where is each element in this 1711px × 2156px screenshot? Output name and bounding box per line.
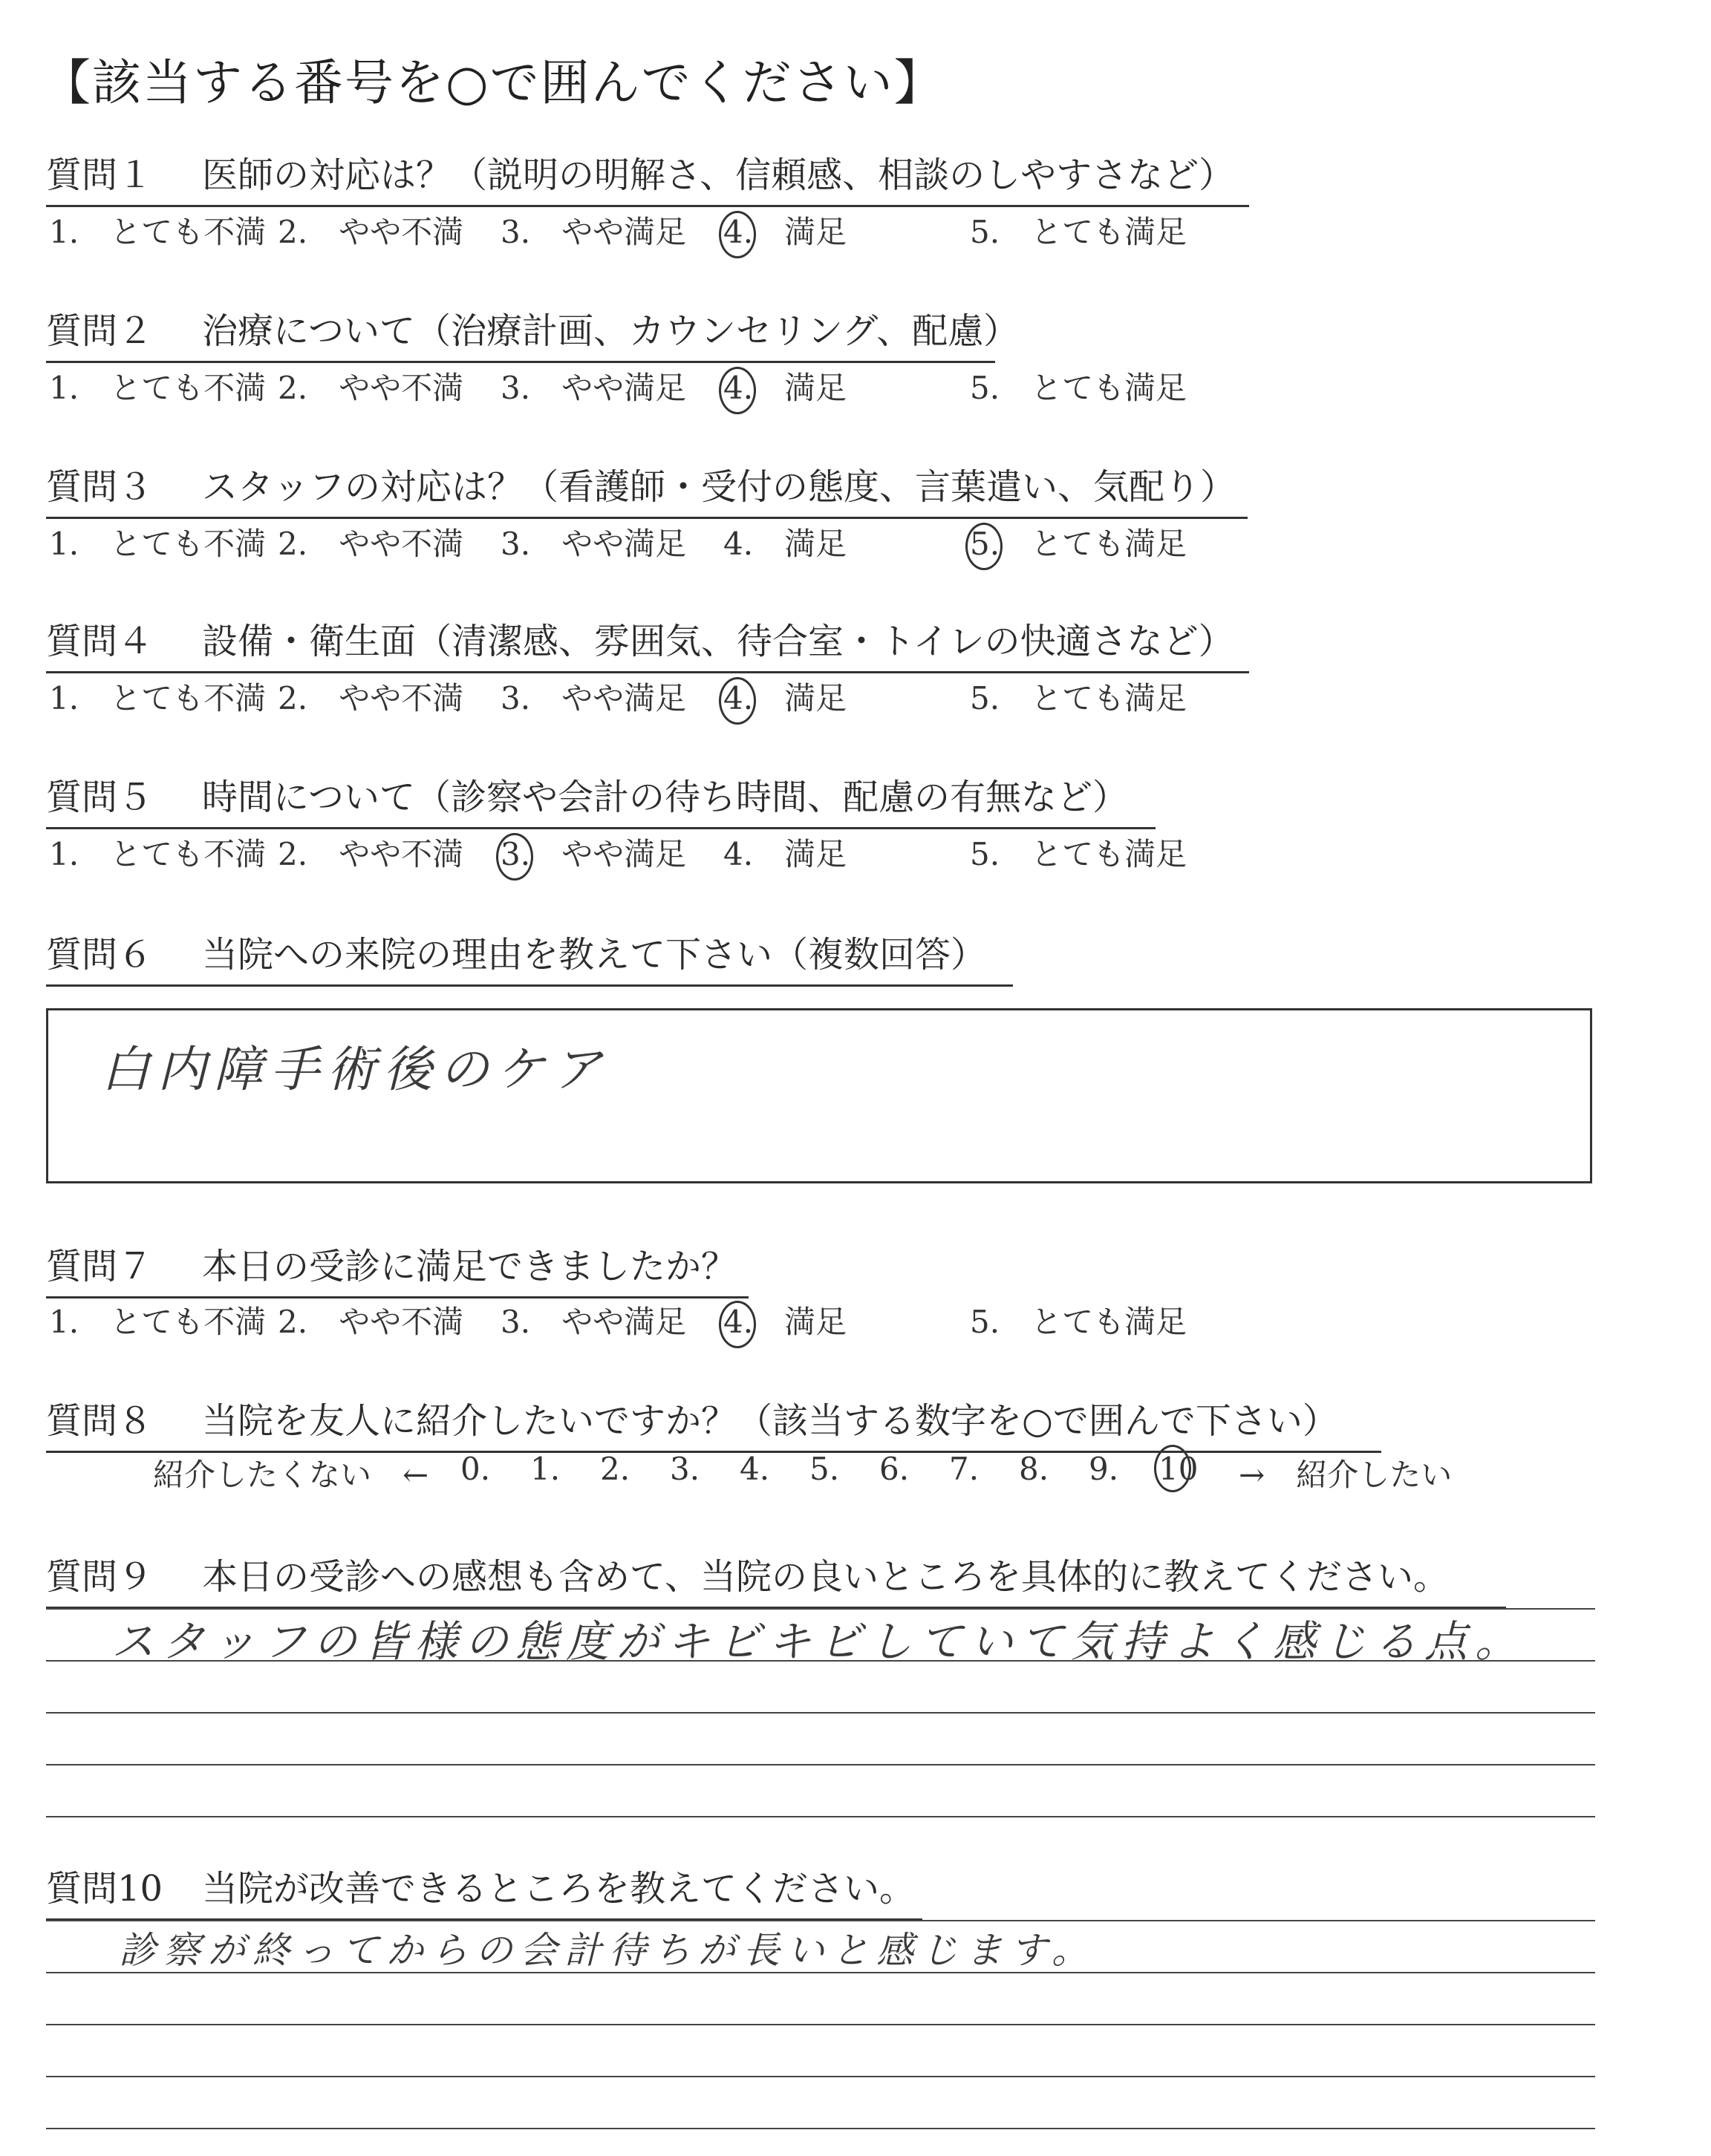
- recommend-scale[interactable]: [0, 1451, 1560, 1495]
- rating-option[interactable]: 2. やや不満: [278, 836, 464, 872]
- question-text: スタッフの対応は？（看護師・受付の態度、言葉遣い、気配り）: [202, 466, 1236, 508]
- rating-option[interactable]: 4. 満足: [723, 526, 847, 562]
- question-number: 質問８: [46, 1400, 154, 1442]
- answer-line: [46, 1764, 1595, 1765]
- question-text: 本日の受診に満足できましたか？: [202, 1246, 737, 1287]
- rating-option[interactable]: 1. とても不満: [49, 1304, 267, 1340]
- rating-option[interactable]: 3. やや満足: [501, 214, 687, 250]
- rating-option[interactable]: 1. とても不満: [49, 214, 267, 250]
- rating-option[interactable]: 4. 満足: [723, 836, 847, 872]
- question-title: [46, 1400, 1338, 1442]
- question-text: 設備・衛生面（清潔感、雰囲気、待合室・トイレの快適さなど）: [202, 621, 1234, 662]
- recommend-option[interactable]: 8.: [1019, 1451, 1049, 1487]
- question-text: 本日の受診への感想も含めて、当院の良いところを具体的に教えてください。: [202, 1556, 1450, 1598]
- rating-option[interactable]: 3. やや満足: [501, 526, 687, 562]
- rating-option[interactable]: 2. やや不満: [278, 526, 464, 562]
- recommend-left-label: 紹介したくない ←: [153, 1457, 429, 1493]
- rating-option[interactable]: 1. とても不満: [49, 836, 267, 872]
- question-number: 質問３: [46, 466, 154, 508]
- rating-option[interactable]: 5. とても満足: [970, 526, 1187, 562]
- rating-option[interactable]: 4. 満足: [723, 680, 847, 716]
- recommend-option[interactable]: 9.: [1089, 1451, 1119, 1487]
- question-number: 質問４: [46, 621, 154, 662]
- question-text: 当院が改善できるところを教えてください。: [202, 1868, 916, 1910]
- rating-option[interactable]: 5. とても満足: [970, 836, 1187, 872]
- rating-option[interactable]: 1. とても不満: [49, 370, 267, 406]
- rating-option[interactable]: 2. やや不満: [278, 1304, 464, 1340]
- recommend-option[interactable]: 2.: [600, 1451, 630, 1487]
- recommend-right-label: → 紹介したい: [1239, 1457, 1453, 1493]
- answer-line: [46, 1816, 1595, 1817]
- rating-scale[interactable]: [49, 526, 1187, 566]
- rating-scale[interactable]: [49, 214, 1187, 254]
- handwritten-answer: 白内障手術後のケア: [101, 1041, 609, 1098]
- question-text: 当院を友人に紹介したいですか？（該当する数字を○で囲んで下さい）: [202, 1400, 1338, 1442]
- question-title: [46, 777, 1129, 818]
- question-underline: [46, 671, 1249, 673]
- answer-line: [46, 1608, 1595, 1610]
- question-title: [46, 1868, 916, 1910]
- question-text: 時間について（診察や会計の待ち時間、配慮の有無など）: [202, 777, 1129, 818]
- question-title: [46, 310, 1020, 352]
- question-underline: [46, 361, 995, 363]
- question-underline: [46, 1296, 749, 1298]
- question-underline: [46, 984, 1013, 987]
- handwritten-answer: 診察が終ってからの会計待ちが長いと感じます。: [119, 1929, 1096, 1972]
- question-title: [46, 1556, 1450, 1598]
- rating-option[interactable]: 5. とても満足: [970, 1304, 1187, 1340]
- answer-line: [46, 1920, 1595, 1921]
- recommend-option[interactable]: 4.: [740, 1451, 770, 1487]
- rating-option[interactable]: 4. 満足: [723, 1304, 847, 1340]
- question-title: [46, 1246, 737, 1287]
- recommend-option[interactable]: 1.: [530, 1451, 561, 1487]
- rating-scale[interactable]: [49, 370, 1187, 410]
- rating-option[interactable]: 1. とても不満: [49, 680, 267, 716]
- answer-line: [46, 2076, 1595, 2077]
- question-number: 質問５: [46, 777, 154, 818]
- question-title: [46, 621, 1234, 662]
- rating-option[interactable]: 3. やや満足: [501, 680, 687, 716]
- rating-scale[interactable]: [49, 836, 1187, 876]
- rating-option[interactable]: 2. やや不満: [278, 680, 464, 716]
- page-title: 【該当する番号を○で囲んでください】: [42, 54, 945, 111]
- question-title: [46, 154, 1235, 196]
- rating-option[interactable]: 5. とても満足: [970, 370, 1187, 406]
- rating-scale[interactable]: [49, 1304, 1187, 1344]
- answer-line: [46, 1972, 1595, 1973]
- rating-option[interactable]: 1. とても不満: [49, 526, 267, 562]
- rating-option[interactable]: 3. やや満足: [501, 370, 687, 406]
- question-underline: [46, 827, 1156, 829]
- recommend-option[interactable]: 7.: [949, 1451, 980, 1487]
- question-text: 当院への来院の理由を教えて下さい（複数回答）: [202, 934, 987, 976]
- recommend-option[interactable]: 6.: [879, 1451, 910, 1487]
- question-underline: [46, 517, 1248, 519]
- question-underline: [46, 205, 1249, 207]
- rating-option[interactable]: 3. やや満足: [501, 1304, 687, 1340]
- rating-option[interactable]: 3. やや満足: [501, 836, 687, 872]
- question-number: 質問６: [46, 934, 154, 976]
- question-title: [46, 934, 987, 976]
- question-number: 質問９: [46, 1556, 154, 1598]
- rating-option[interactable]: 5. とても満足: [970, 214, 1187, 250]
- answer-line: [46, 2024, 1595, 2025]
- question-title: [46, 466, 1236, 508]
- rating-option[interactable]: 2. やや不満: [278, 214, 464, 250]
- rating-option[interactable]: 4. 満足: [723, 370, 847, 406]
- question-text: 治療について（治療計画、カウンセリング、配慮）: [202, 310, 1020, 352]
- recommend-option[interactable]: 3.: [670, 1451, 700, 1487]
- handwritten-answer: スタッフの皆様の態度がキビキビしていて気持よく感じる点。: [111, 1616, 1526, 1667]
- question-number: 質問７: [46, 1246, 154, 1287]
- rating-option[interactable]: 4. 満足: [723, 214, 847, 250]
- rating-option[interactable]: 2. やや不満: [278, 370, 464, 406]
- answer-line: [46, 2128, 1595, 2129]
- rating-option[interactable]: 5. とても満足: [970, 680, 1187, 716]
- recommend-option[interactable]: 0.: [460, 1451, 491, 1487]
- question-number: 質問２: [46, 310, 154, 352]
- answer-line: [46, 1712, 1595, 1714]
- question-number: 質問10: [46, 1868, 163, 1910]
- question-number: 質問１: [46, 154, 154, 196]
- recommend-option[interactable]: 10: [1158, 1451, 1199, 1487]
- rating-scale[interactable]: [49, 680, 1187, 720]
- recommend-option[interactable]: 5.: [809, 1451, 840, 1487]
- question-text: 医師の対応は？（説明の明解さ、信頼感、相談のしやすさなど）: [202, 154, 1235, 196]
